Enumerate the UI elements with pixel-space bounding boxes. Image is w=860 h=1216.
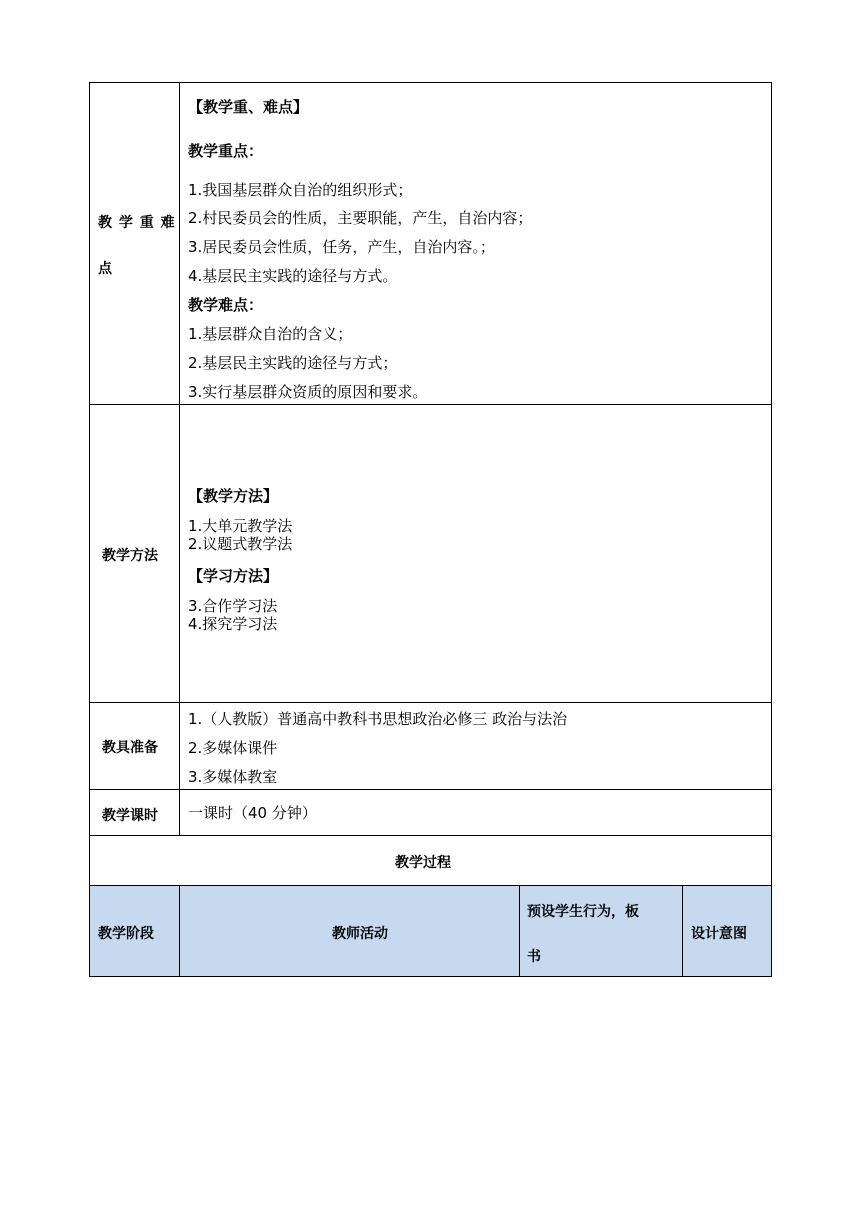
table-border [179,885,180,977]
table-border [682,885,683,977]
key-points-label-cont: 点 [98,261,112,277]
learning-methods-heading: 【学习方法】 [188,567,279,585]
difficult-points-heading: 教学难点： [188,296,264,314]
key-point-item: 3.居民委员会性质，任务，产生，自治内容。； [188,238,495,256]
tool-item: 3.多媒体教室 [188,768,278,786]
learning-method-item: 3.合作学习法 [188,597,278,615]
process-col-student-behavior-cont: 书 [527,949,541,965]
key-points-section-title: 【教学重、难点】 [188,98,309,116]
key-point-item: 4.基层民主实践的途径与方式。 [188,267,398,285]
table-border [519,885,520,977]
key-points-heading: 教学重点： [188,142,264,160]
process-col-stage: 教学阶段 [98,926,154,942]
key-point-item: 2.村民委员会的性质，主要职能，产生，自治内容； [188,209,533,227]
table-border [771,82,772,977]
difficult-point-item: 2.基层民主实践的途径与方式； [188,354,398,372]
table-border [89,702,772,703]
process-col-student-behavior: 预设学生行为，板 [527,904,639,920]
hours-value: 一课时（40 分钟） [188,804,317,822]
learning-method-item: 4.探究学习法 [188,615,278,633]
process-header-background [90,886,771,976]
table-border [89,404,772,405]
teaching-methods-heading: 【教学方法】 [188,487,279,505]
difficult-point-item: 3.实行基层群众资质的原因和要求。 [188,383,428,401]
table-border [89,835,772,836]
teaching-method-item: 1.大单元教学法 [188,517,293,535]
table-border [179,82,180,836]
process-col-design-intent: 设计意图 [691,926,747,942]
table-border [89,82,772,83]
process-title: 教学过程 [395,855,451,871]
tool-item: 1.（人教版）普通高中教科书思想政治必修三 政治与法治 [188,710,568,728]
table-border [89,82,90,977]
methods-label: 教学方法 [102,548,158,564]
table-border [89,976,772,977]
difficult-point-item: 1.基层群众自治的含义； [188,325,353,343]
tools-label: 教具准备 [102,740,158,756]
hours-label: 教学课时 [102,808,158,824]
teaching-method-item: 2.议题式教学法 [188,535,293,553]
tool-item: 2.多媒体课件 [188,739,278,757]
table-border [89,789,772,790]
key-points-label: 教 学 重 难 [98,215,176,231]
key-point-item: 1.我国基层群众自治的组织形式； [188,181,413,199]
process-col-teacher-activity: 教师活动 [332,926,388,942]
table-border [89,885,772,886]
